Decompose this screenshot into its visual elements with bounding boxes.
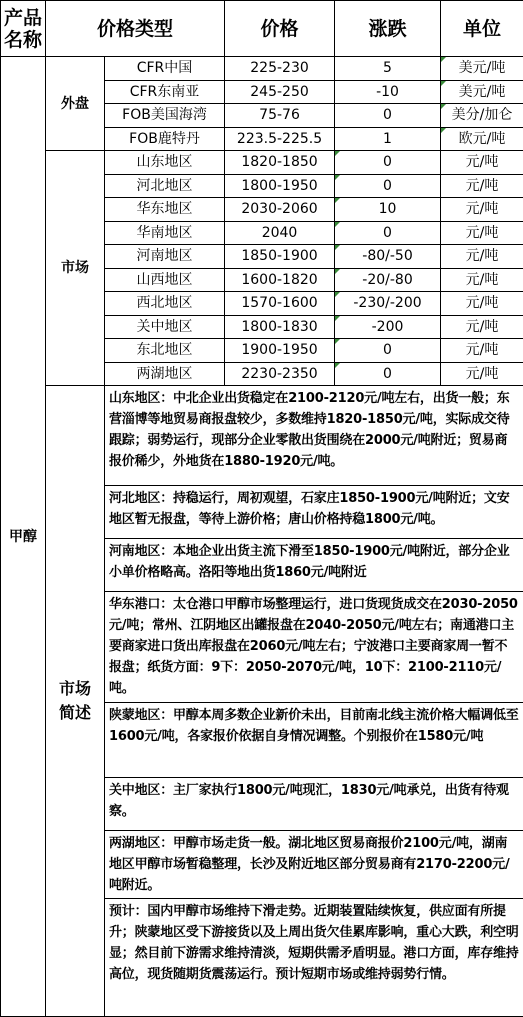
price-change: 0 [335, 339, 441, 363]
price-type: CFR东南亚 [105, 80, 225, 104]
price-type: FOB美国海湾 [105, 104, 225, 128]
price-value: 1850-1900 [225, 245, 335, 269]
price-change: 0 [335, 362, 441, 386]
section-name: 市场 [46, 151, 105, 386]
header-product: 产品名称 [1, 1, 46, 57]
price-value: 2040 [225, 221, 335, 245]
table-row [1, 151, 523, 175]
price-change: -200 [335, 315, 441, 339]
price-change: -20/-80 [335, 268, 441, 292]
briefing-label-text: 市场简述 [57, 677, 93, 725]
header-price: 价格 [225, 1, 335, 57]
price-unit: 元/吨 [441, 362, 523, 386]
price-type: 关中地区 [105, 315, 225, 339]
price-unit: 美分/加仑 [441, 104, 523, 128]
price-unit: 元/吨 [441, 198, 523, 222]
price-unit: 元/吨 [441, 292, 523, 316]
price-value: 2230-2350 [225, 362, 335, 386]
price-type: 河南地区 [105, 245, 225, 269]
price-change: 0 [335, 174, 441, 198]
price-type: CFR中国 [105, 57, 225, 81]
price-change: 0 [335, 104, 441, 128]
price-value: 1900-1950 [225, 339, 335, 363]
price-unit: 元/吨 [441, 151, 523, 175]
price-change: -10 [335, 80, 441, 104]
header-change: 涨跌 [335, 1, 441, 57]
price-change: 1 [335, 127, 441, 151]
header-row [1, 1, 523, 57]
note-guanzhong: 关中地区：主厂家执行1800元/吨现汇，1830元/吨承兑，出货有待观察。 [105, 778, 523, 831]
note-shaanmeng: 陕蒙地区：甲醇本周多数企业新价未出，目前南北线主流价格大幅调低至1600元/吨，各家报价依据自身情况调整。个别报价在1580元/吨 [105, 703, 523, 778]
table-row [1, 57, 523, 81]
price-type: 山西地区 [105, 268, 225, 292]
price-value: 75-76 [225, 104, 335, 128]
price-unit: 元/吨 [441, 315, 523, 339]
price-type: 山东地区 [105, 151, 225, 175]
note-henan: 河南地区：本地企业出货主流下滑至1850-1900元/吨附近，部分企业小单价格略高。洛阳等地出货1860元/吨附近 [105, 539, 523, 592]
price-type: 华南地区 [105, 221, 225, 245]
price-change: 0 [335, 221, 441, 245]
price-value: 245-250 [225, 80, 335, 104]
note-east-china-port: 华东港口：太仓港口甲醇市场整理运行，进口货现货成交在2030-2050元/吨；常州、江阴地区出罐报盘在2040-2050元/吨左右；南通港口主要商家进口货出库报盘在2060元/吨左右；宁波港口主要商家周一暂不报盘；纸货方面：9下：2050-2070元/吨，10下：2100-2110元/吨。 [105, 592, 523, 703]
price-unit: 欧元/吨 [441, 127, 523, 151]
price-unit: 美元/吨 [441, 57, 523, 81]
note-hebei: 河北地区：持稳运行，周初观望，石家庄1850-1900元/吨附近；文安地区暂无报盘，等待上游价格；唐山价格持稳1800元/吨。 [105, 486, 523, 539]
price-unit: 元/吨 [441, 174, 523, 198]
price-unit: 元/吨 [441, 339, 523, 363]
price-value: 2030-2060 [225, 198, 335, 222]
price-unit: 元/吨 [441, 221, 523, 245]
price-change: -230/-200 [335, 292, 441, 316]
header-unit: 单位 [441, 1, 523, 57]
product-name: 甲醇 [1, 57, 46, 1017]
price-value: 1800-1950 [225, 174, 335, 198]
price-value: 1800-1830 [225, 315, 335, 339]
price-unit: 美元/吨 [441, 80, 523, 104]
price-type: 华东地区 [105, 198, 225, 222]
price-unit: 元/吨 [441, 245, 523, 269]
briefing-label [46, 386, 105, 1017]
price-value: 223.5-225.5 [225, 127, 335, 151]
briefing-row [1, 386, 523, 486]
header-price-type: 价格类型 [46, 1, 225, 57]
price-value: 1600-1820 [225, 268, 335, 292]
price-type: 两湖地区 [105, 362, 225, 386]
price-type: 河北地区 [105, 174, 225, 198]
price-change: -80/-50 [335, 245, 441, 269]
price-change: 0 [335, 151, 441, 175]
section-name: 外盘 [46, 57, 105, 151]
note-shandong: 山东地区：中北企业出货稳定在2100-2120元/吨左右，出货一般；东营淄博等地贸易商报盘较少，多数维持1820-1850元/吨，实际成交待跟踪；弱势运行，现部分企业零散出货围绕在2000元/吨附近；贸易商报价稀少，外地货在1880-1920元/吨。 [105, 386, 523, 486]
price-unit: 元/吨 [441, 268, 523, 292]
price-type: 西北地区 [105, 292, 225, 316]
price-value: 1570-1600 [225, 292, 335, 316]
price-type: FOB鹿特丹 [105, 127, 225, 151]
note-lianghu: 两湖地区：甲醇市场走货一般。湖北地区贸易商报价2100元/吨，湖南地区甲醇市场暂稳整理，长沙及附近地区部分贸易商有2170-2200元/吨附近。 [105, 831, 523, 899]
price-change: 5 [335, 57, 441, 81]
price-change: 10 [335, 198, 441, 222]
price-type: 东北地区 [105, 339, 225, 363]
note-forecast: 预计：国内甲醇市场维持下滑走势。近期装置陆续恢复，供应面有所提升；陕蒙地区受下游接货以及上周出货欠佳累库影响，重心大跌，利空明显；然目前下游需求维持清淡，短期供需矛盾明显。港口方面，库存维持高位，现货随期货震荡运行。预计短期市场或维持弱势行情。 [105, 899, 523, 1017]
price-value: 1820-1850 [225, 151, 335, 175]
price-value: 225-230 [225, 57, 335, 81]
